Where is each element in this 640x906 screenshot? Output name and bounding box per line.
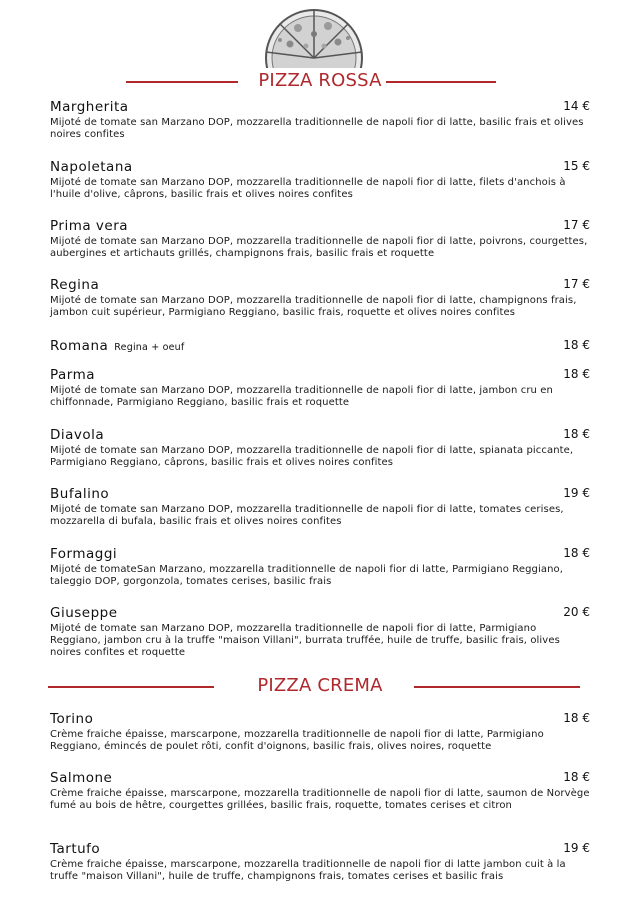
item-price: 19 € [563,841,590,855]
item-name-container [50,338,184,354]
menu-item [50,841,590,883]
item-price: 14 € [563,99,590,113]
item-name: Tartufo [50,841,101,857]
section-title: PIZZA ROSSA [258,70,382,91]
item-description: Mijoté de tomateSan Marzano, mozzarella traditionnelle de napoli fior di latte, Parmigiano Reggiano, taleggio DOP, gorgonzola, tomates cerises, basilic frais [50,564,564,587]
divider-line [414,686,580,688]
item-name: Napoletana [50,159,133,175]
item-description: Crème fraiche épaisse, marscarpone, mozzarella traditionnelle de napoli fior di latte, Parmigiano Reggiano, émincés de poulet rôti, confit d'oignons, basilic frais, olives noires, roquette [50,729,544,752]
item-name: Giuseppe [50,605,118,621]
item-description: Mijoté de tomate san Marzano DOP, mozzarella traditionnelle de napoli fior di latte, jambon cru en chiffonnade, Parmigiano Reggiano, basilic frais et roquette [50,385,553,408]
item-price: 18 € [563,711,590,725]
menu-item [50,770,590,812]
item-name: Bufalino [50,486,110,502]
menu-item [50,546,590,588]
item-price: 18 € [563,338,590,352]
divider-line [386,81,496,83]
menu-item [50,159,590,201]
pizza-icon [262,6,366,68]
item-price: 17 € [563,277,590,291]
item-name: Formaggi [50,546,118,562]
item-description: Mijoté de tomate san Marzano DOP, mozzarella traditionnelle de napoli fior di latte, spianata piccante, Parmigiano Reggiano, câprons, basilic frais et olives noires confites [50,445,574,468]
item-name: Diavola [50,427,105,443]
item-description: Mijoté de tomate san Marzano DOP, mozzarella traditionnelle de napoli fior di latte, basilic frais et olives noires confites [50,117,584,140]
item-name: Regina [50,277,100,293]
item-description: Crème fraiche épaisse, marscarpone, mozzarella traditionnelle de napoli fior di latte, saumon de Norvège fumé au bois de hêtre, courgettes grillées, basilic frais, roquette, tomates cerises et citron [50,788,590,811]
menu-item [50,338,590,356]
section-header-pizza-rossa [0,70,640,94]
item-description: Mijoté de tomate san Marzano DOP, mozzarella traditionnelle de napoli fior di latte, tomates cerises, mozzarella di bufala, basilic frais et olives noires confites [50,504,564,527]
item-price: 18 € [563,367,590,381]
item-name: Romana [50,338,109,354]
menu-item [50,486,590,528]
item-description: Crème fraiche épaisse, marscarpone, mozzarella traditionnelle de napoli fior di latte jambon cuit à la truffe "maison Villani", huile de truffe, champignons frais, tomates cerises et basilic frais [50,859,566,882]
item-description: Mijoté de tomate san Marzano DOP, mozzarella traditionnelle de napoli fior di latte, filets d'anchois à l'huile d'olive, câprons, basilic frais et olives noires confites [50,177,566,200]
menu-item [50,605,590,659]
section-title: PIZZA CREMA [257,675,383,696]
menu-item [50,711,590,753]
item-name: Parma [50,367,96,383]
item-name: Salmone [50,770,113,786]
menu-item [50,218,590,260]
item-price: 18 € [563,546,590,560]
menu-item [50,277,590,319]
item-description: Mijoté de tomate san Marzano DOP, mozzarella traditionnelle de napoli fior di latte, poivrons, courgettes, aubergines et artichauts grillés, champignons frais, basilic frais et roquette [50,236,588,259]
menu-item [50,427,590,469]
section-header-pizza-crema [0,675,640,699]
item-name: Torino [50,711,94,727]
item-price: 20 € [563,605,590,619]
item-price: 18 € [563,427,590,441]
item-price: 18 € [563,770,590,784]
item-name: Margherita [50,99,129,115]
menu-item [50,99,590,141]
item-price: 17 € [563,218,590,232]
item-price: 15 € [563,159,590,173]
item-name: Prima vera [50,218,129,234]
item-note: Regina + oeuf [114,342,185,353]
item-price: 19 € [563,486,590,500]
item-description: Mijoté de tomate san Marzano DOP, mozzarella traditionnelle de napoli fior di latte, champignons frais, jambon cuit supérieur, Parmigiano Reggiano, basilic frais, roquette et olives noires confites [50,295,577,318]
menu-item [50,367,590,409]
item-description: Mijoté de tomate san Marzano DOP, mozzarella traditionnelle de napoli fior di latte, Parmigiano Reggiano, jambon cru à la truffe "maison Villani", burrata truffée, huile de truffe, basilic frais, olives noires confites et roquette [50,623,560,658]
